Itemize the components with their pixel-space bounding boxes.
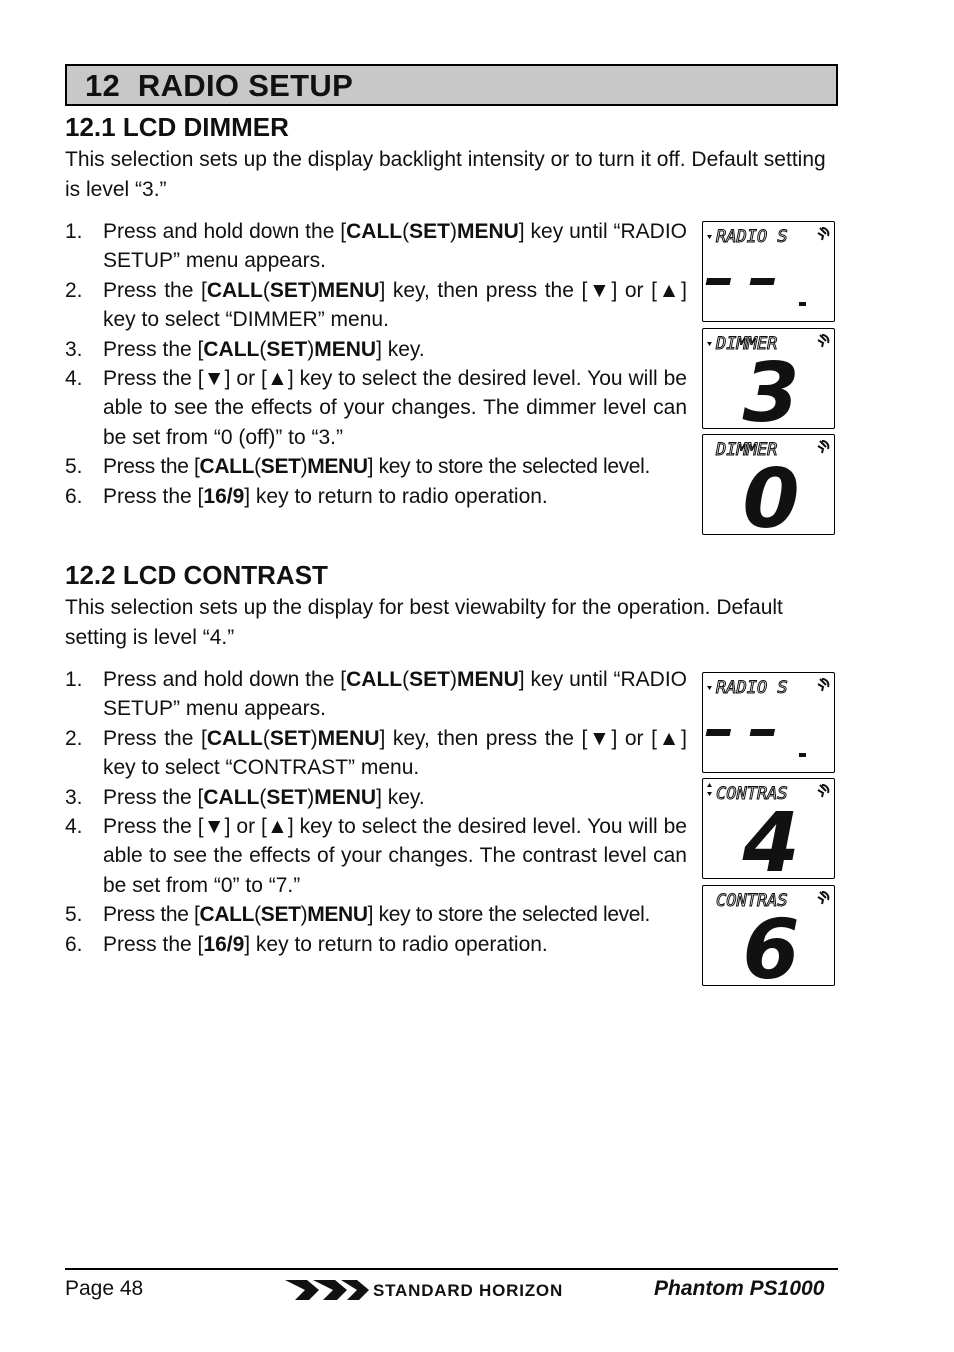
step-number: 4. xyxy=(65,367,83,391)
step-text: Press and hold down the [CALL(SET)MENU] key until “RADIO SETUP” menu appears. xyxy=(103,668,688,721)
step-item xyxy=(65,812,687,900)
signal-icon xyxy=(818,335,828,347)
step-item xyxy=(65,452,687,481)
step-number: 1. xyxy=(65,668,83,691)
lcd-menu-label: CONTRAS xyxy=(716,784,788,804)
signal-icon xyxy=(818,228,828,240)
step-item xyxy=(65,482,687,511)
step-text: Press the [CALL(SET)MENU] key. xyxy=(103,785,425,809)
step-item xyxy=(65,217,687,276)
step-number: 6. xyxy=(65,932,83,956)
wave-logo-icon xyxy=(285,1280,369,1300)
model-name: Phantom PS1000 xyxy=(654,1277,825,1300)
step-number: 1. xyxy=(65,220,83,243)
step-item xyxy=(65,335,687,364)
chapter-header-bar xyxy=(65,64,838,106)
down-arrow-icon xyxy=(707,235,712,239)
lcd-level-digit: 4 xyxy=(742,796,800,878)
lcd-menu-label: CONTRAS xyxy=(716,891,788,911)
step-text: Press the [CALL(SET)MENU] key, then press the [▼] or [▲] key to select “CONTRAST” menu. xyxy=(103,726,687,780)
step-number: 5. xyxy=(65,903,83,927)
down-arrow-icon xyxy=(707,792,712,796)
step-text: Press the [CALL(SET)MENU] key, then press the [▼] or [▲] key to select “DIMMER” menu. xyxy=(103,278,687,332)
step-item xyxy=(65,724,687,783)
step-item xyxy=(65,276,687,335)
signal-icon xyxy=(818,679,828,691)
chapter-title: 12 RADIO SETUP xyxy=(85,68,354,103)
step-text: Press the [▼] or [▲] key to select the desired level. You will be able to see the effects of your changes. The dimmer level can be set from “0 (off)” to “3.” xyxy=(103,367,687,449)
up-arrow-icon xyxy=(707,783,712,787)
step-text: Press the [▼] or [▲] key to select the desired level. You will be able to see the effects of your changes. The contrast level can be set from “0” to “7.” xyxy=(103,815,687,897)
lcd-level-digit: 0 xyxy=(742,452,800,534)
footer-divider xyxy=(65,1268,838,1270)
step-number: 5. xyxy=(65,455,83,479)
section-title-lcd-contrast: 12.2 LCD CONTRAST xyxy=(65,560,328,590)
step-text: Press the [CALL(SET)MENU] key to store the selected level. xyxy=(103,455,650,479)
step-number: 3. xyxy=(65,337,83,361)
lcd-display-dimmer-0 xyxy=(702,434,835,535)
page-number: Page 48 xyxy=(65,1277,144,1300)
step-text: Press the [16/9] key to return to radio operation. xyxy=(103,932,548,956)
lcd-display-contrast-4 xyxy=(702,778,835,879)
lcd-display-radio-setup xyxy=(702,672,835,773)
step-number: 2. xyxy=(65,726,83,750)
signal-icon xyxy=(818,785,828,797)
down-arrow-icon xyxy=(707,686,712,690)
step-number: 4. xyxy=(65,815,83,839)
lcd-display-radio-setup xyxy=(702,221,835,322)
step-text: Press the [CALL(SET)MENU] key to store the selected level. xyxy=(103,903,650,927)
step-text: Press the [16/9] key to return to radio operation. xyxy=(103,484,548,508)
step-list-lcd-dimmer xyxy=(65,217,687,511)
down-arrow-icon xyxy=(707,342,712,346)
signal-icon xyxy=(818,441,828,453)
signal-icon xyxy=(818,892,828,904)
lcd-display-contrast-6 xyxy=(702,885,835,986)
lcd-menu-label: RADIO S xyxy=(716,678,788,698)
lcd-menu-label: DIMMER xyxy=(716,334,778,354)
section-intro-lcd-dimmer: This selection sets up the display backlight intensity or to turn it off. Default setting is level “3.” xyxy=(65,148,826,201)
step-number: 3. xyxy=(65,785,83,809)
step-item xyxy=(65,783,687,812)
lcd-menu-label: DIMMER xyxy=(716,440,778,460)
lcd-level-digit: 6 xyxy=(742,903,800,985)
step-item xyxy=(65,364,687,452)
step-item xyxy=(65,930,687,959)
step-item xyxy=(65,665,687,724)
lcd-level-digit: 3 xyxy=(742,346,800,428)
brand-logo xyxy=(285,1276,625,1309)
section-intro-lcd-contrast: This selection sets up the display for best viewabilty for the operation. Default setting is level “4.” xyxy=(65,596,783,649)
step-number: 2. xyxy=(65,278,83,302)
brand-name: STANDARD HORIZON xyxy=(373,1281,564,1300)
lcd-display-dimmer-3 xyxy=(702,328,835,429)
step-text: Press and hold down the [CALL(SET)MENU] key until “RADIO SETUP” menu appears. xyxy=(103,220,688,273)
lcd-menu-label: RADIO S xyxy=(716,227,788,247)
step-number: 6. xyxy=(65,484,83,508)
step-item xyxy=(65,900,687,929)
step-text: Press the [CALL(SET)MENU] key. xyxy=(103,337,425,361)
section-title-lcd-dimmer: 12.1 LCD DIMMER xyxy=(65,112,289,142)
step-list-lcd-contrast xyxy=(65,665,687,959)
